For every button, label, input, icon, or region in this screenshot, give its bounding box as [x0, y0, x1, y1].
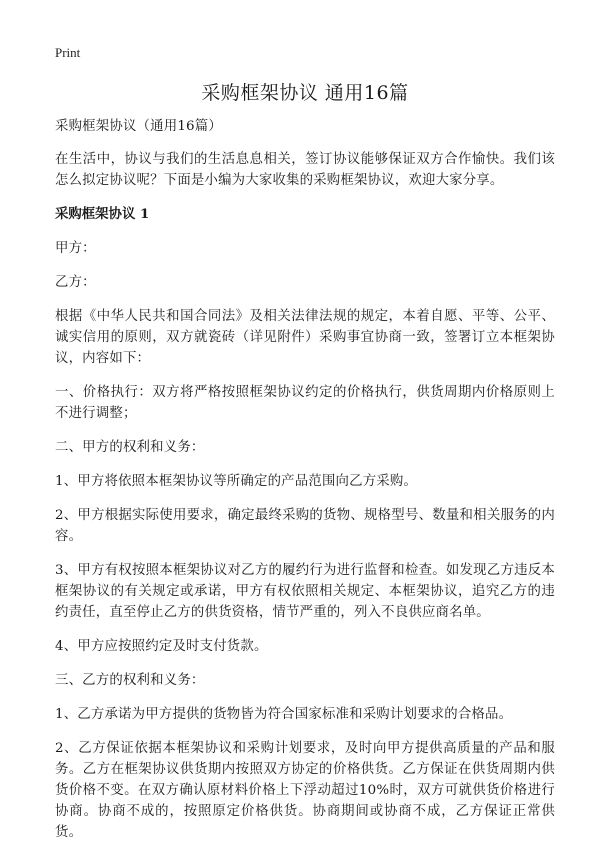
party-a-line: 甲方： [55, 241, 96, 256]
intro-paragraph: 在生活中，协议与我们的生活息息相关，签订协议能够保证双方合作愉快。我们该怎么拟定协议呢？下面是小编为大家收集的采购框架协议，欢迎大家分享。 [55, 152, 555, 188]
paragraph-party-b-item-2: 2、乙方保证依据本框架协议和采购计划要求，及时向甲方提供高质量的产品和服务。乙方在框架协议供货期内按照双方协定的价格供货。乙方保证在供货周期内供货价格不变。在双方确认原材料价格上下浮动超过10%时，双方可就供货价格进行协商。协商不成的，按照原定价格供货。协商期间或协商不成，乙方保证正常供货。 [55, 741, 555, 840]
paragraph-party-a-item-3: 3、甲方有权按照本框架协议对乙方的履约行为进行监督和检查。如发现乙方违反本框架协议的有关规定或承诺，甲方有权依照相关规定、本框架协议，追究乙方的违约责任，直至停止乙方的供货资格，情节严重的，列入不良供应商名单。 [55, 563, 555, 620]
print-link[interactable]: Print [55, 45, 81, 60]
party-b-line: 乙方： [55, 275, 96, 290]
document-subtitle: 采购框架协议（通用16篇） [55, 119, 222, 134]
paragraph-price-execution: 一、价格执行：双方将严格按照框架协议约定的价格执行，供货周期内价格原则上不进行调整； [55, 385, 555, 421]
paragraph-party-a-item-2: 2、甲方根据实际使用要求，确定最终采购的货物、规格型号、数量和相关服务的内容。 [55, 508, 555, 544]
paragraph-party-a-rights-heading: 二、甲方的权利和义务： [55, 440, 205, 455]
paragraph-party-b-rights-heading: 三、乙方的权利和义务： [55, 673, 205, 688]
paragraph-party-a-item-1: 1、甲方将依照本框架协议等所确定的产品范围向乙方采购。 [55, 474, 418, 489]
document-page [55, 44, 555, 856]
paragraph-party-b-item-1: 1、乙方承诺为甲方提供的货物皆为符合国家标准和采购计划要求的合格品。 [55, 707, 513, 722]
paragraph-basis: 根据《中华人民共和国合同法》及相关法律法规的规定，本着自愿、平等、公平、诚实信用的原则，双方就瓷砖（详见附件）采购事宜协商一致，签署订立本框架协议，内容如下： [55, 309, 555, 366]
paragraph-party-a-item-4: 4、甲方应按照约定及时支付货款。 [55, 639, 268, 654]
section-heading: 采购框架协议 1 [55, 206, 150, 222]
document-title: 采购框架协议 通用16篇 [201, 82, 409, 104]
